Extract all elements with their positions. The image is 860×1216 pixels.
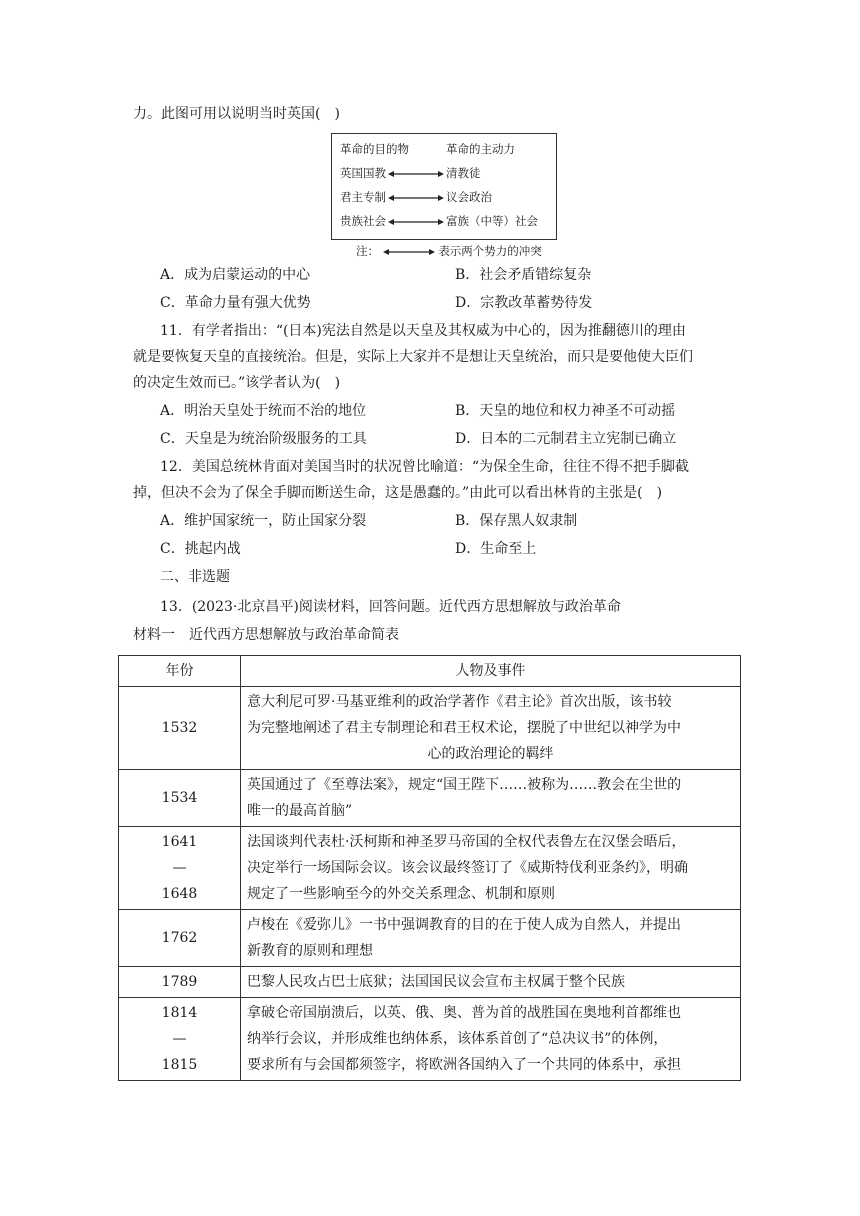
diagram-row3-right: 富族（中等）社会: [446, 214, 538, 228]
diagram-row2-right: 议会政治: [446, 190, 492, 204]
event-cell: [241, 827, 741, 910]
double-arrow-icon: [383, 247, 435, 257]
material-title: 材料一 近代西方思想解放与政治革命简表: [133, 627, 399, 643]
q10-option-a: A．成为启蒙运动的中心: [160, 267, 311, 283]
q12-option-a: A．维护国家统一，防止国家分裂: [160, 513, 367, 529]
year-text: 1648: [161, 886, 198, 902]
q12-option-c: C．挑起内战: [160, 541, 241, 557]
q11-option-a: A．明治天皇处于统而不治的地位: [160, 403, 367, 419]
year-cell: [119, 770, 241, 827]
q11-line3: 的决定生效而已。”该学者认为( ): [133, 375, 341, 391]
table-row: [119, 770, 741, 827]
q10-option-c: C．革命力量有强大优势: [160, 295, 311, 311]
event-line: 新教育的原则和理想: [247, 943, 373, 959]
year-cell: [119, 687, 241, 770]
year-text: 1532: [161, 720, 198, 736]
year-text: 1534: [161, 790, 198, 806]
year-dash: —: [172, 1031, 187, 1047]
q10-stem-end: 力。此图可用以说明当时英国( ): [133, 106, 340, 122]
event-line: 纳举行会议，并形成维也纳体系，该体系首创了“总决议书”的体例，: [247, 1031, 668, 1047]
year-cell: [119, 967, 241, 998]
event-line: 巴黎人民攻占巴士底狱；法国国民议会宣布主权属于整个民族: [247, 974, 625, 990]
double-arrow-icon: [388, 217, 444, 227]
diagram-row1-left: 英国国教: [340, 166, 386, 180]
table-row: [119, 687, 741, 770]
q11-line2: 就是要恢复天皇的直接统治。但是，实际上大家并不是想让天皇统治，而只是要他使大臣们: [133, 349, 693, 365]
revolution-diagram: [331, 133, 557, 240]
table-row: [119, 910, 741, 967]
event-cell: [241, 687, 741, 770]
q11-option-d: D．日本的二元制君主立宪制已确立: [455, 431, 677, 447]
year-cell: [119, 998, 241, 1081]
year-dash: —: [172, 860, 187, 876]
diagram-header-left: 革命的目的物: [340, 142, 409, 156]
q12-line1: 12．美国总统林肯面对美国当时的状况曾比喻道：“为保全生命，往往不得不把手脚截: [160, 459, 689, 475]
event-cell: [241, 998, 741, 1081]
q10-option-d: D．宗教改革蓄势待发: [455, 295, 593, 311]
event-line: 拿破仑帝国崩溃后，以英、俄、奥、普为首的战胜国在奥地利首都维也: [247, 1005, 681, 1021]
diagram-row1-right: 清教徒: [446, 166, 481, 180]
section-heading: 二、非选题: [160, 569, 230, 585]
event-line: 决定举行一场国际会议。该会议最终签订了《威斯特伐利亚条约》，明确: [247, 860, 688, 876]
event-line: 卢梭在《爱弥儿》一书中强调教育的目的在于使人成为自然人，并提出: [247, 917, 681, 933]
year-text: 1815: [161, 1057, 198, 1073]
event-line: 规定了一些影响至今的外交关系理念、机制和原则: [247, 886, 555, 902]
q11-option-b: B．天皇的地位和权力神圣不可动摇: [455, 403, 676, 419]
table-row: [119, 998, 741, 1081]
diagram-row2-left: 君主专制: [340, 190, 386, 204]
header-event: 人物及事件: [241, 656, 741, 687]
header-year: 年份: [119, 656, 241, 687]
diagram-row3-left: 贵族社会: [340, 214, 386, 228]
diagram-note-label: 注：: [356, 244, 379, 258]
year-cell: [119, 910, 241, 967]
q10-option-b: B．社会矛盾错综复杂: [455, 267, 592, 283]
q12-line2: 掉，但决不会为了保全手脚而断送生命，这是愚蠢的。”由此可以看出林肯的主张是( ): [133, 485, 663, 501]
year-text: 1641: [161, 834, 198, 850]
event-cell: [241, 967, 741, 998]
year-text: 1789: [161, 974, 198, 990]
year-text: 1762: [161, 930, 198, 946]
event-line: 心的政治理论的羁绊: [427, 746, 554, 762]
q12-option-b: B．保存黑人奴隶制: [455, 513, 578, 529]
q11-option-c: C．天皇是为统治阶级服务的工具: [160, 431, 367, 447]
table-row: [119, 827, 741, 910]
event-line: 为完整地阐述了君主专制理论和君王权术论，摆脱了中世纪以神学为中: [247, 720, 681, 736]
event-line: 法国谈判代表杜·沃柯斯和神圣罗马帝国的全权代表鲁左在汉堡会晤后，: [247, 834, 686, 850]
double-arrow-icon: [388, 193, 444, 203]
year-text: 1814: [161, 1005, 198, 1021]
event-line: 英国通过了《至尊法案》，规定“国王陛下……被称为……教会在尘世的: [247, 777, 682, 793]
table-row: [119, 967, 741, 998]
events-table: [118, 655, 741, 1081]
q11-line1: 11．有学者指出：“(日本)宪法自然是以天皇及其权威为中心的，因为推翻德川的理由: [160, 323, 686, 339]
event-cell: [241, 770, 741, 827]
q12-option-d: D．生命至上: [455, 541, 537, 557]
event-line: 要求所有与会国都须签字，将欧洲各国纳入了一个共同的体系中，承担: [247, 1057, 681, 1073]
q13-line1: 13．(2023·北京昌平)阅读材料，回答问题。近代西方思想解放与政治革命: [160, 599, 621, 615]
table-header-row: [119, 656, 741, 687]
year-cell: [119, 827, 241, 910]
diagram-header-right: 革命的主动力: [446, 142, 515, 156]
event-line: 意大利尼可罗·马基亚维利的政治学著作《君主论》首次出版，该书较: [247, 694, 672, 710]
double-arrow-icon: [388, 169, 444, 179]
event-line: 唯一的最高首脑”: [247, 803, 353, 819]
event-cell: [241, 910, 741, 967]
diagram-note: [356, 244, 542, 258]
diagram-note-text: 表示两个势力的冲突: [438, 244, 542, 258]
